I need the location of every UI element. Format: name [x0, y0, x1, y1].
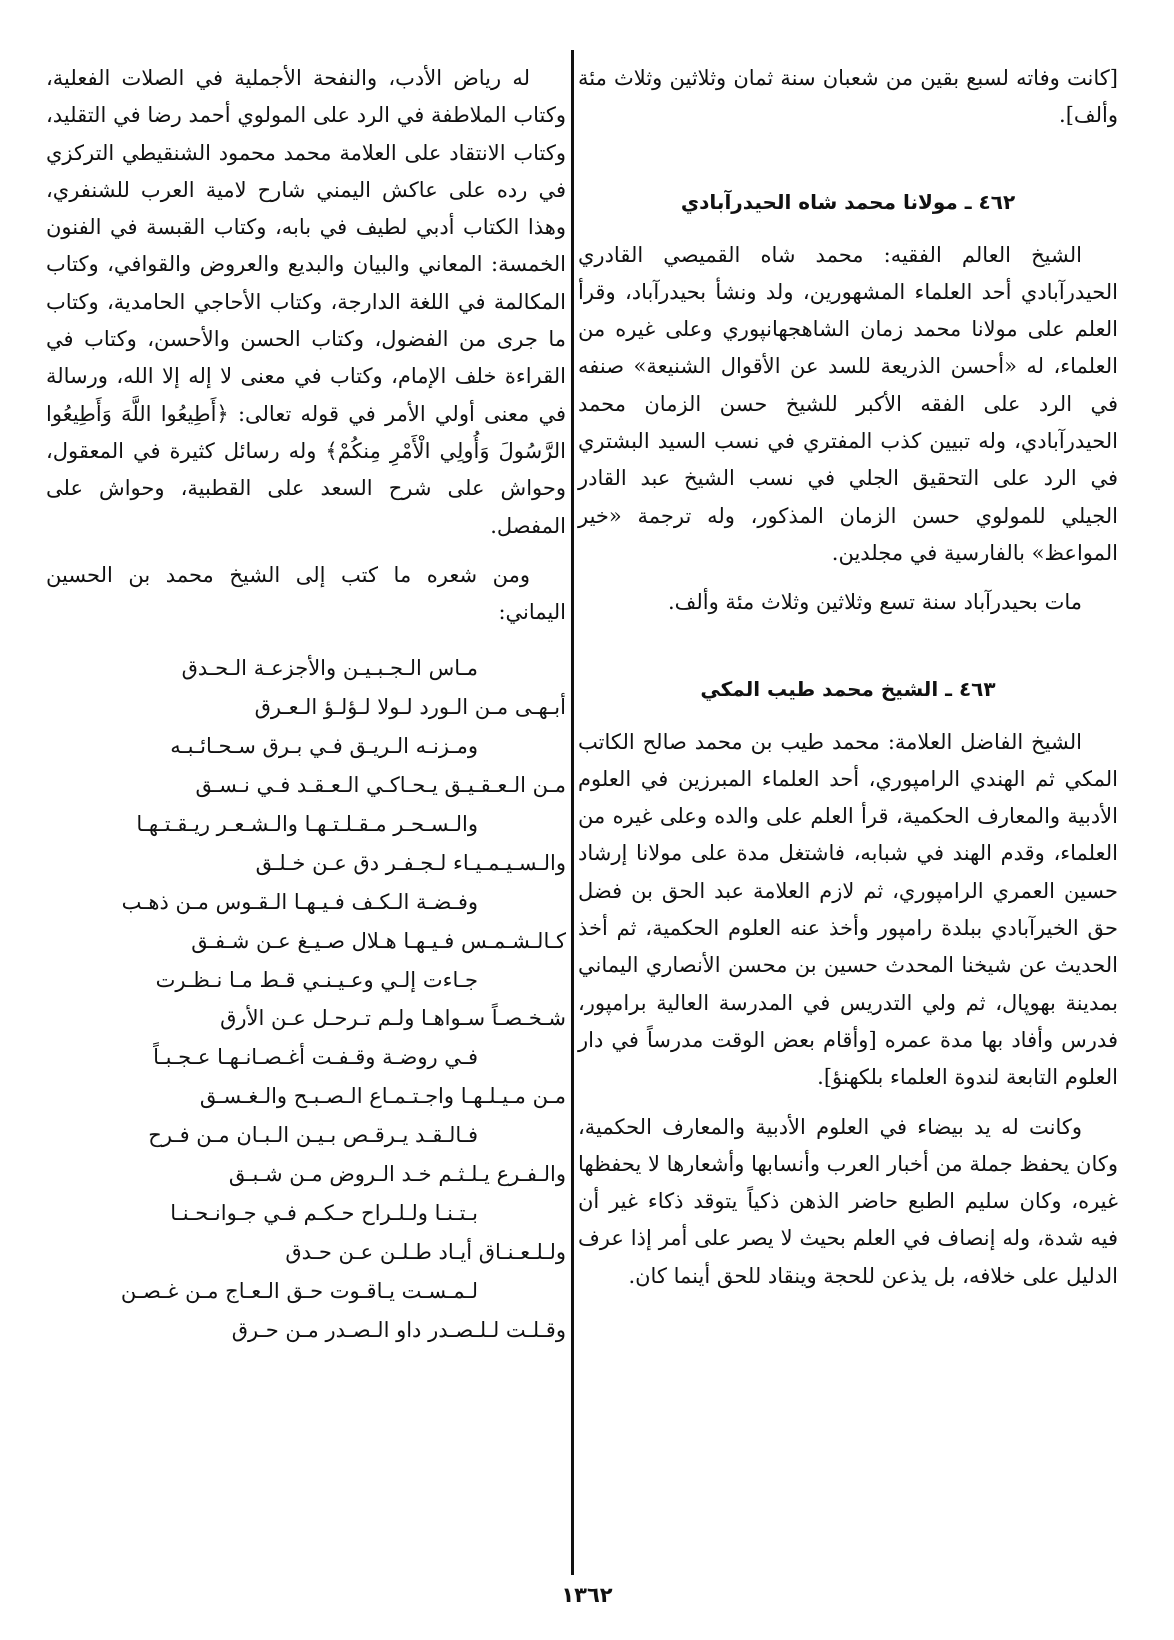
poem-verse: فـي روضـة وقـفـت أغـصـانـهـا عـجـبـاً	[153, 1045, 478, 1070]
poem-verse: بـتـنـا ولـلـراح حـكـم فـي جـوانـحـنـا	[170, 1200, 478, 1225]
poem-verse: والـسـيـمـيـاء لـجـفـر دق عـن خـلـق	[255, 850, 566, 875]
poem-verse: وفـضـة الـكـف فـيـهـا الـقـوس مـن ذهـب	[121, 889, 478, 914]
poem-verse: ومـزنـه الـريـق فـي بـرق سـحـائـبـه	[170, 734, 478, 759]
entry-462-heading: ٤٦٢ ـ مولانا محمد شاه الحيدرآبادي	[680, 189, 1016, 214]
left-column	[46, 60, 566, 1349]
poem-verse: والـفـرع يـلـثـم خـد الـروض مـن شـبـق	[228, 1162, 566, 1187]
poem-verse: مـن الـعـقـيـق يـحـاكـي الـعـقـد فـي نـسـق	[195, 773, 566, 798]
poem-verse: ولـلـعـنـاق أيـاد طـلـن عـن حـدق	[285, 1239, 566, 1264]
poem-verse: مـاس الـجـبـيـن والأجزعـة الـحـدق	[181, 656, 478, 681]
entry-462-body: الشيخ العالم الفقيه: محمد شاه القميصي القادري الحيدرآبادي أحد العلماء المشهورين، ولد ونشأ بحيدرآباد، وقرأ العلم على مولانا محمد زمان الشاهجهانپوري وعلى غيره من العلماء، له «أحسن الذريعة للسد عن الأقوال الشنيعة» صنفه في الرد على الفقه الأكبر للشيخ حسن الزمان محمد الحيدرآبادي، وله تبيين كذب المفتري في نسب السيد البشتري في الرد على التحقيق الجلي في نسب الشيخ عبد القادر الجيلي للمولوي حسن الزمان المذكور، وله ترجمة «خير المواعظ» بالفارسية في مجلدين.	[578, 242, 1118, 565]
page-number: ١٣٦٢	[561, 1583, 613, 1607]
poem-verse: فـالـقـد يـرقـص بـيـن الـبـان مـن فـرح	[148, 1123, 478, 1148]
right-column	[578, 60, 1118, 1295]
poem-verse: شـخـصـاً سـواهـا ولـم تـرحـل عـن الأرق	[220, 1006, 566, 1031]
poem-intro: ومن شعره ما كتب إلى الشيخ محمد بن الحسين اليماني:	[46, 562, 566, 625]
entry-463-body-continued: وكانت له يد بيضاء في العلوم الأدبية والمعارف الحكمية، وكان يحفظ جملة من أخبار العرب وأنسابها وأشعارها لا يحفظها غيره، وكان سليم الطبع حاضر الذهن ذكياً يتوقد ذكاء غير أن فيه شدة، وله إنصاف في العلم بحيث لا يصر على أمر إذا عرف الدليل على خلافه، بل يذعن للحجة وينقاد للحق أينما كان.	[578, 1114, 1118, 1288]
poem	[46, 649, 566, 1349]
column-divider	[571, 50, 574, 1575]
entry-463-heading: ٤٦٣ ـ الشيخ محمد طيب المكي	[700, 676, 996, 701]
entry-462-death: مات بحيدرآباد سنة تسع وثلاثين وثلاث مئة وألف.	[667, 590, 1082, 615]
poem-verse: كـالـشـمـس فـيـهـا هـلال صـيـغ عـن شـفـق	[191, 928, 566, 953]
poem-verse: والـسـحـر مـقـلـتـهـا والـشـعـر ريـقـتـهـا	[136, 812, 478, 837]
poem-verse: لـمـسـت يـاقـوت حـق الـعـاج مـن غـصـن	[120, 1278, 478, 1303]
previous-entry-death-note: [كانت وفاته لسبع بقين من شعبان سنة ثمان وثلاثين وثلاث مئة وألف].	[578, 66, 1118, 128]
entry-463-body: الشيخ الفاضل العلامة: محمد طيب بن محمد صالح الكاتب المكي ثم الهندي الرامپوري، أحد العلماء المبرزين في العلوم الأدبية والمعارف الحكمية، قرأ العلم على والده وعلى غيره من العلماء، وقدم الهند في شبابه، فاشتغل مدة على مولانا إرشاد حسين العمري الرامپوري، ثم لازم العلامة عبد الحق بن فضل حق الخيرآبادي ببلدة رامپور وأخذ عنه العلوم الحكمية، ثم أخذ الحديث عن شيخنا المحدث حسين بن محسن الأنصاري اليماني بمدينة بهوپال، ثم ولي التدريس في المدرسة العالية برامپور، فدرس وأفاد بها مدة عمره [وأقام بعض الوقت مدرساً في دار العلوم التابعة لندوة العلماء بلكهنؤ].	[578, 729, 1118, 1090]
poem-verse: وقـلـت لـلـصـدر داو الـصـدر مـن حـرق	[231, 1317, 566, 1342]
poem-verse: جـاءت إلـي وعـيـنـي قـط مـا نـظـرت	[155, 967, 478, 992]
works-list-paragraph: له رياض الأدب، والنفحة الأجملية في الصلات الفعلية، وكتاب الملاطفة في الرد على المولوي أحمد رضا في التقليد، وكتاب الانتقاد على العلامة محمد محمود الشنقيطي التركزي في رده على عاكش اليمني شارح لامية العرب للشنفري، وهذا الكتاب أدبي لطيف في بابه، وكتاب القبسة في الفنون الخمسة: المعاني والبيان والبديع والعروض والقوافي، وكتاب المكالمة في اللغة الدارجة، وكتاب الأحاجي الحامدية، وكتاب ما جرى من الفضول، وكتاب الحسن والأحسن، وكتاب في القراءة خلف الإمام، وكتاب في معنى لا إله إلا الله، ورسالة في معنى أولي الأمر في قوله تعالى: ﴿أَطِيعُوا اللَّهَ وَأَطِيعُوا الرَّسُولَ وَأُولِي الْأَمْرِ مِنكُمْ﴾ وله رسائل كثيرة في المعقول، وحواش على شرح السعد على القطبية، وحواش على المفصل.	[46, 66, 566, 538]
poem-verse: مـن مـيـلـهـا واجـتـمـاع الـصـبـح والـغـسـق	[199, 1084, 566, 1109]
poem-verse: أبـهـى مـن الـورد لـولا لـؤلـؤ الـعـرق	[254, 695, 566, 720]
